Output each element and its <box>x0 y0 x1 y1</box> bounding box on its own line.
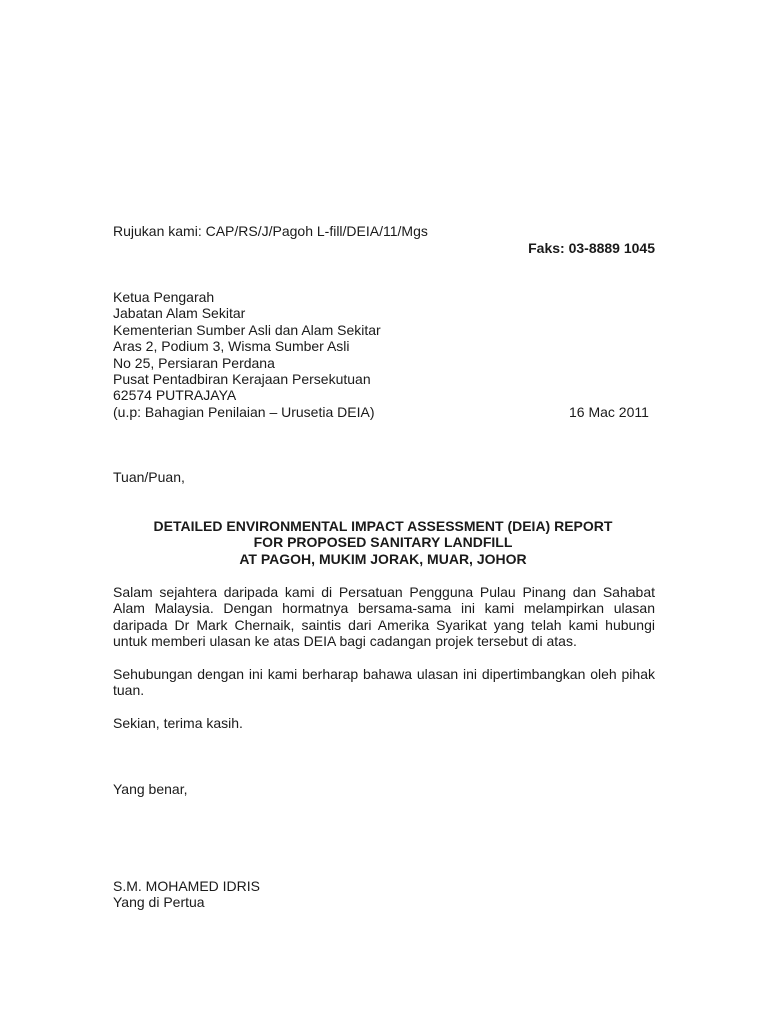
closing-line: Sekian, terima kasih. <box>113 715 243 731</box>
subject-line: DETAILED ENVIRONMENTAL IMPACT ASSESSMENT (DEIA) REPORT <box>153 518 613 534</box>
body-paragraph: Salam sejahtera daripada kami di Persatuan Pengguna Pulau Pinang dan Sahabat Alam Malaysia. Dengan hormatnya bersama-sama ini kami melampirkan ulasan daripada Dr Mark Chernaik, saintis dari Amerika Syarikat yang telah kami hubungi untuk memberi ulasan ke atas DEIA bagi cadangan projek tersebut di atas. <box>113 584 655 650</box>
address-line: (u.p: Bahagian Penilaian – Urusetia DEIA) <box>113 403 375 420</box>
address-line: Kementerian Sumber Asli dan Alam Sekitar <box>113 321 381 338</box>
address-line: No 25, Persiaran Perdana <box>113 354 275 371</box>
salutation: Tuan/Puan, <box>113 469 185 485</box>
letter-date: 16 Mac 2011 <box>569 404 649 420</box>
address-line: 62574 PUTRAJAYA <box>113 387 237 404</box>
reference-number: Rujukan kami: CAP/RS/J/Pagoh L-fill/DEIA/11/Mgs <box>113 223 428 239</box>
address-line: Ketua Pengarah <box>113 289 215 305</box>
body-paragraph: Sehubungan dengan ini kami berharap bahawa ulasan ini dipertimbangkan oleh pihak tuan. <box>113 666 655 699</box>
recipient-address <box>113 289 381 420</box>
valediction: Yang benar, <box>113 781 188 797</box>
fax-number: Faks: 03-8889 1045 <box>528 240 655 256</box>
subject-line: FOR PROPOSED SANITARY LANDFILL <box>253 534 513 551</box>
signatory-name: S.M. MOHAMED IDRIS <box>113 878 261 894</box>
address-line: Jabatan Alam Sekitar <box>113 305 246 322</box>
address-line: Aras 2, Podium 3, Wisma Sumber Asli <box>113 338 350 355</box>
signatory-title: Yang di Pertua <box>113 894 205 911</box>
subject-line: AT PAGOH, MUKIM JORAK, MUAR, JOHOR <box>239 550 527 567</box>
subject-heading <box>113 518 653 567</box>
signatory-block <box>113 878 260 911</box>
address-line: Pusat Pentadbiran Kerajaan Persekutuan <box>113 371 371 388</box>
